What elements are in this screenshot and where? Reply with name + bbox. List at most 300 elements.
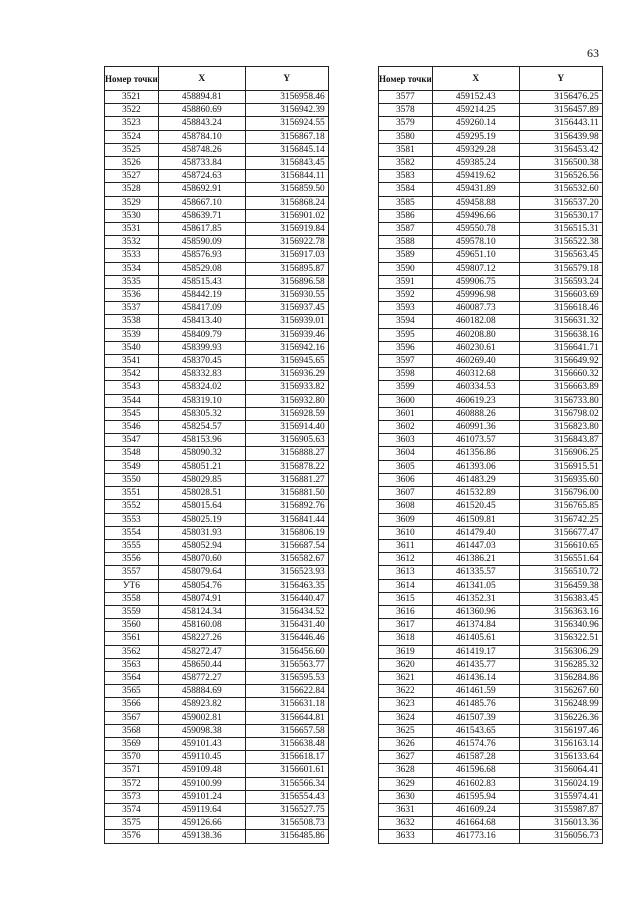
table-row [105,130,329,143]
y-cell: 3156663.89 [519,381,602,394]
point-number-cell: 3526 [105,157,159,170]
x-cell: 458590.09 [158,236,245,249]
table-row [379,117,603,130]
point-number-cell: 3597 [379,355,433,368]
y-cell: 3156013.36 [519,817,602,830]
y-cell: 3156924.55 [245,117,328,130]
x-cell: 459578.10 [432,236,519,249]
point-number-cell: 3566 [105,698,159,711]
x-cell: 461073.57 [432,434,519,447]
x-cell: 461664.68 [432,817,519,830]
y-cell: 3156937.45 [245,302,328,315]
point-number-cell: 3559 [105,605,159,618]
point-number-cell: 3585 [379,196,433,209]
table-row [379,289,603,302]
y-cell: 3156677.47 [519,526,602,539]
table-row [379,790,603,803]
y-cell: 3156551.64 [519,553,602,566]
table-row [379,513,603,526]
table-row [105,460,329,473]
table-row [105,381,329,394]
y-cell: 3156476.25 [519,91,602,104]
x-cell: 458894.81 [158,91,245,104]
y-cell: 3156322.51 [519,632,602,645]
y-cell: 3156306.29 [519,645,602,658]
table-row [105,592,329,605]
point-number-cell: 3537 [105,302,159,315]
y-cell: 3156593.24 [519,275,602,288]
y-cell: 3156638.48 [245,737,328,750]
y-cell: 3156285.32 [519,658,602,671]
y-cell: 3156881.50 [245,487,328,500]
y-cell: 3156845.14 [245,143,328,156]
x-cell: 460312.68 [432,368,519,381]
y-cell: 3156942.16 [245,341,328,354]
x-cell: 459100.99 [158,777,245,790]
y-cell: 3156456.60 [245,645,328,658]
x-cell: 458370.45 [158,355,245,368]
point-number-cell: 3528 [105,183,159,196]
table-row [379,830,603,843]
point-number-cell: 3581 [379,143,433,156]
table-row [105,539,329,552]
x-cell: 458254.57 [158,421,245,434]
point-number-cell: 3582 [379,157,433,170]
y-cell: 3156563.77 [245,658,328,671]
table-row [379,685,603,698]
table-row [379,421,603,434]
y-cell: 3156657.58 [245,724,328,737]
point-number-cell: 3547 [105,434,159,447]
point-number-cell: 3596 [379,341,433,354]
point-number-cell: 3629 [379,777,433,790]
x-cell: 459550.78 [432,223,519,236]
point-number-cell: 3563 [105,658,159,671]
table-row [379,566,603,579]
x-cell: 461360.96 [432,605,519,618]
y-cell: 3156843.87 [519,434,602,447]
table-row [379,579,603,592]
point-number-cell: 3540 [105,341,159,354]
table-row [379,249,603,262]
x-cell: 458272.47 [158,645,245,658]
table-row [105,421,329,434]
y-cell: 3156363.16 [519,605,602,618]
point-number-cell: 3556 [105,553,159,566]
point-number-cell: 3599 [379,381,433,394]
table-row [105,751,329,764]
table-row [379,355,603,368]
table-row [105,249,329,262]
table-row [105,790,329,803]
y-cell: 3156733.80 [519,394,602,407]
point-number-cell: 3535 [105,275,159,288]
y-cell: 3156765.85 [519,500,602,513]
y-cell: 3156515.31 [519,223,602,236]
table-row [379,487,603,500]
page-number: 63 [587,46,599,60]
x-cell: 458409.79 [158,328,245,341]
table-row [105,817,329,830]
table-row [105,566,329,579]
table-row [379,91,603,104]
y-cell: 3156601.61 [245,764,328,777]
y-cell: 3156928.59 [245,407,328,420]
point-number-cell: 3550 [105,473,159,486]
coordinates-table-right [378,66,603,844]
table-row [105,434,329,447]
y-cell: 3156431.40 [245,619,328,632]
x-cell: 461543.65 [432,724,519,737]
point-number-cell: 3549 [105,460,159,473]
table-row [379,711,603,724]
table-row [379,223,603,236]
point-number-cell: 3618 [379,632,433,645]
x-cell: 458748.26 [158,143,245,156]
y-cell: 3156563.45 [519,249,602,262]
table-row [379,619,603,632]
point-number-cell: 3631 [379,803,433,816]
point-number-cell: 3594 [379,315,433,328]
y-cell: 3156901.02 [245,209,328,222]
y-cell: 3156500.38 [519,157,602,170]
x-cell: 461485.76 [432,698,519,711]
table-row [105,315,329,328]
table-row [379,381,603,394]
y-cell: 3156434.52 [245,605,328,618]
y-cell: 3156644.81 [245,711,328,724]
y-cell: 3156383.45 [519,592,602,605]
table-row [105,143,329,156]
point-number-cell: 3627 [379,751,433,764]
point-number-cell: 3536 [105,289,159,302]
coordinates-table-left [104,66,329,844]
point-number-cell: 3555 [105,539,159,552]
point-number-cell: 3589 [379,249,433,262]
x-cell: 459110.45 [158,751,245,764]
table-row [379,460,603,473]
point-number-cell: 3546 [105,421,159,434]
point-number-cell: 3529 [105,196,159,209]
point-number-cell: 3607 [379,487,433,500]
y-cell: 3156610.65 [519,539,602,552]
y-cell: 3156522.38 [519,236,602,249]
table-row [105,526,329,539]
point-number-cell: 3542 [105,368,159,381]
point-number-cell: 3565 [105,685,159,698]
point-number-cell: 3539 [105,328,159,341]
table-row [379,196,603,209]
x-cell: 461436.14 [432,671,519,684]
y-cell: 3156439.98 [519,130,602,143]
x-cell: 459458.88 [432,196,519,209]
y-cell: 3156618.46 [519,302,602,315]
x-cell: 461352.31 [432,592,519,605]
header-point-number: Номер точки [105,67,159,91]
point-number-cell: 3553 [105,513,159,526]
y-cell: 3156896.58 [245,275,328,288]
x-cell: 461574.76 [432,737,519,750]
point-number-cell: 3601 [379,407,433,420]
point-number-cell: 3622 [379,685,433,698]
y-cell: 3156530.17 [519,209,602,222]
point-number-cell: 3612 [379,553,433,566]
y-cell: 3156248.99 [519,698,602,711]
y-cell: 3156622.84 [245,685,328,698]
x-cell: 458090.32 [158,447,245,460]
point-number-cell: 3598 [379,368,433,381]
y-cell: 3156554.43 [245,790,328,803]
table-row [379,592,603,605]
y-cell: 3156796.00 [519,487,602,500]
point-number-cell: 3610 [379,526,433,539]
point-number-cell: 3527 [105,170,159,183]
x-cell: 461520.45 [432,500,519,513]
table-row [105,777,329,790]
y-cell: 3156459.38 [519,579,602,592]
point-number-cell: 3626 [379,737,433,750]
table-row [379,645,603,658]
y-cell: 3156917.03 [245,249,328,262]
table-row [379,315,603,328]
x-cell: 458029.85 [158,473,245,486]
x-cell: 459002.81 [158,711,245,724]
x-cell: 458054.76 [158,579,245,592]
table-row [105,553,329,566]
point-number-cell: 3570 [105,751,159,764]
point-number-cell: 3534 [105,262,159,275]
point-number-cell: 3561 [105,632,159,645]
point-number-cell: 3578 [379,104,433,117]
x-cell: 458399.93 [158,341,245,354]
point-number-cell: 3530 [105,209,159,222]
point-number-cell: 3562 [105,645,159,658]
table-row [379,447,603,460]
x-cell: 458843.24 [158,117,245,130]
table-row [379,183,603,196]
y-cell: 3156881.27 [245,473,328,486]
table-row [105,487,329,500]
y-cell: 3156867.18 [245,130,328,143]
x-cell: 459329.28 [432,143,519,156]
table-row [105,764,329,777]
point-number-cell: 3605 [379,460,433,473]
point-number-cell: 3603 [379,434,433,447]
y-cell: 3156942.39 [245,104,328,117]
table-row [379,341,603,354]
table-row [105,671,329,684]
y-cell: 3156859.50 [245,183,328,196]
x-cell: 461509.81 [432,513,519,526]
x-cell: 461483.29 [432,473,519,486]
point-number-cell: 3552 [105,500,159,513]
y-cell: 3156687.54 [245,539,328,552]
y-cell: 3156841.44 [245,513,328,526]
y-cell: 3156919.84 [245,223,328,236]
x-cell: 458070.60 [158,553,245,566]
point-number-cell: 3551 [105,487,159,500]
x-cell: 458617.85 [158,223,245,236]
point-number-cell: 3569 [105,737,159,750]
x-cell: 458923.82 [158,698,245,711]
point-number-cell: 3532 [105,236,159,249]
table-row [379,368,603,381]
x-cell: 458860.69 [158,104,245,117]
x-cell: 459101.43 [158,737,245,750]
x-cell: 461435.77 [432,658,519,671]
x-cell: 459996.98 [432,289,519,302]
table-row [105,619,329,632]
table-row [379,658,603,671]
x-cell: 460269.40 [432,355,519,368]
y-cell: 3156457.89 [519,104,602,117]
x-cell: 461596.68 [432,764,519,777]
y-cell: 3156446.46 [245,632,328,645]
point-number-cell: 3545 [105,407,159,420]
y-cell: 3156935.60 [519,473,602,486]
point-number-cell: 3554 [105,526,159,539]
table-row [105,645,329,658]
x-cell: 458124.34 [158,605,245,618]
y-cell: 3156582.67 [245,553,328,566]
y-cell: 3156463.35 [245,579,328,592]
x-cell: 458650.44 [158,658,245,671]
y-cell: 3156958.46 [245,91,328,104]
point-number-cell: 3580 [379,130,433,143]
y-cell: 3156798.02 [519,407,602,420]
table-row [105,500,329,513]
table-row [379,302,603,315]
y-cell: 3156939.01 [245,315,328,328]
table-row [105,605,329,618]
table-row [379,632,603,645]
x-cell: 460087.73 [432,302,519,315]
y-cell: 3156932.80 [245,394,328,407]
table-row [105,447,329,460]
point-number-cell: 3624 [379,711,433,724]
table-row [105,328,329,341]
y-cell: 3156595.53 [245,671,328,684]
y-cell: 3156133.64 [519,751,602,764]
table-row [105,355,329,368]
y-cell: 3156226.36 [519,711,602,724]
y-cell: 3156603.69 [519,289,602,302]
y-cell: 3156915.51 [519,460,602,473]
point-number-cell: 3557 [105,566,159,579]
y-cell: 3156284.86 [519,671,602,684]
table-row [379,157,603,170]
table-row [105,196,329,209]
x-cell: 458324.02 [158,381,245,394]
table-row [105,170,329,183]
header-y: Y [519,67,602,91]
table-row [105,223,329,236]
point-number-cell: 3560 [105,619,159,632]
x-cell: 458417.09 [158,302,245,315]
y-cell: 3156453.42 [519,143,602,156]
x-cell: 458639.71 [158,209,245,222]
table-row [105,632,329,645]
table-header-row [105,67,329,91]
table-row [105,724,329,737]
x-cell: 458667.10 [158,196,245,209]
table-row [379,526,603,539]
point-number-cell: 3522 [105,104,159,117]
y-cell: 3156267.60 [519,685,602,698]
table-row [379,671,603,684]
table-row [379,724,603,737]
y-cell: 3156024.19 [519,777,602,790]
table-row [379,698,603,711]
x-cell: 461587.28 [432,751,519,764]
point-number-cell: 3548 [105,447,159,460]
y-cell: 3156649.92 [519,355,602,368]
x-cell: 458153.96 [158,434,245,447]
y-cell: 3156527.75 [245,803,328,816]
table-header-row [379,67,603,91]
x-cell: 461595.94 [432,790,519,803]
point-number-cell: 3538 [105,315,159,328]
table-row [379,539,603,552]
y-cell: 3156868.24 [245,196,328,209]
table-row [379,209,603,222]
x-cell: 459906.75 [432,275,519,288]
y-cell: 3156922.78 [245,236,328,249]
x-cell: 460230.61 [432,341,519,354]
y-cell: 3156638.16 [519,328,602,341]
y-cell: 3156933.82 [245,381,328,394]
table-row [379,500,603,513]
point-number-cell: 3611 [379,539,433,552]
table-row [379,737,603,750]
table-row [379,407,603,420]
table-row [105,91,329,104]
x-cell: 458305.32 [158,407,245,420]
y-cell: 3156888.27 [245,447,328,460]
table-row [105,236,329,249]
x-cell: 461405.61 [432,632,519,645]
point-number-cell: 3628 [379,764,433,777]
x-cell: 458529.08 [158,262,245,275]
table-row [379,104,603,117]
point-number-cell: 3567 [105,711,159,724]
y-cell: 3156523.93 [245,566,328,579]
point-number-cell: 3541 [105,355,159,368]
y-cell: 3156631.32 [519,315,602,328]
x-cell: 461386.21 [432,553,519,566]
x-cell: 458319.10 [158,394,245,407]
point-number-cell: 3588 [379,236,433,249]
table-row [105,685,329,698]
y-cell: 3155974.41 [519,790,602,803]
point-number-cell: 3608 [379,500,433,513]
table-row [379,434,603,447]
x-cell: 458052.94 [158,539,245,552]
x-cell: 458015.64 [158,500,245,513]
table-row [105,407,329,420]
point-number-cell: 3575 [105,817,159,830]
table-row [105,183,329,196]
y-cell: 3156579.18 [519,262,602,275]
x-cell: 461356.86 [432,447,519,460]
table-row [105,302,329,315]
table-row [379,262,603,275]
y-cell: 3156660.32 [519,368,602,381]
x-cell: 461609.24 [432,803,519,816]
table-row [105,104,329,117]
y-cell: 3156906.25 [519,447,602,460]
x-cell: 459385.24 [432,157,519,170]
